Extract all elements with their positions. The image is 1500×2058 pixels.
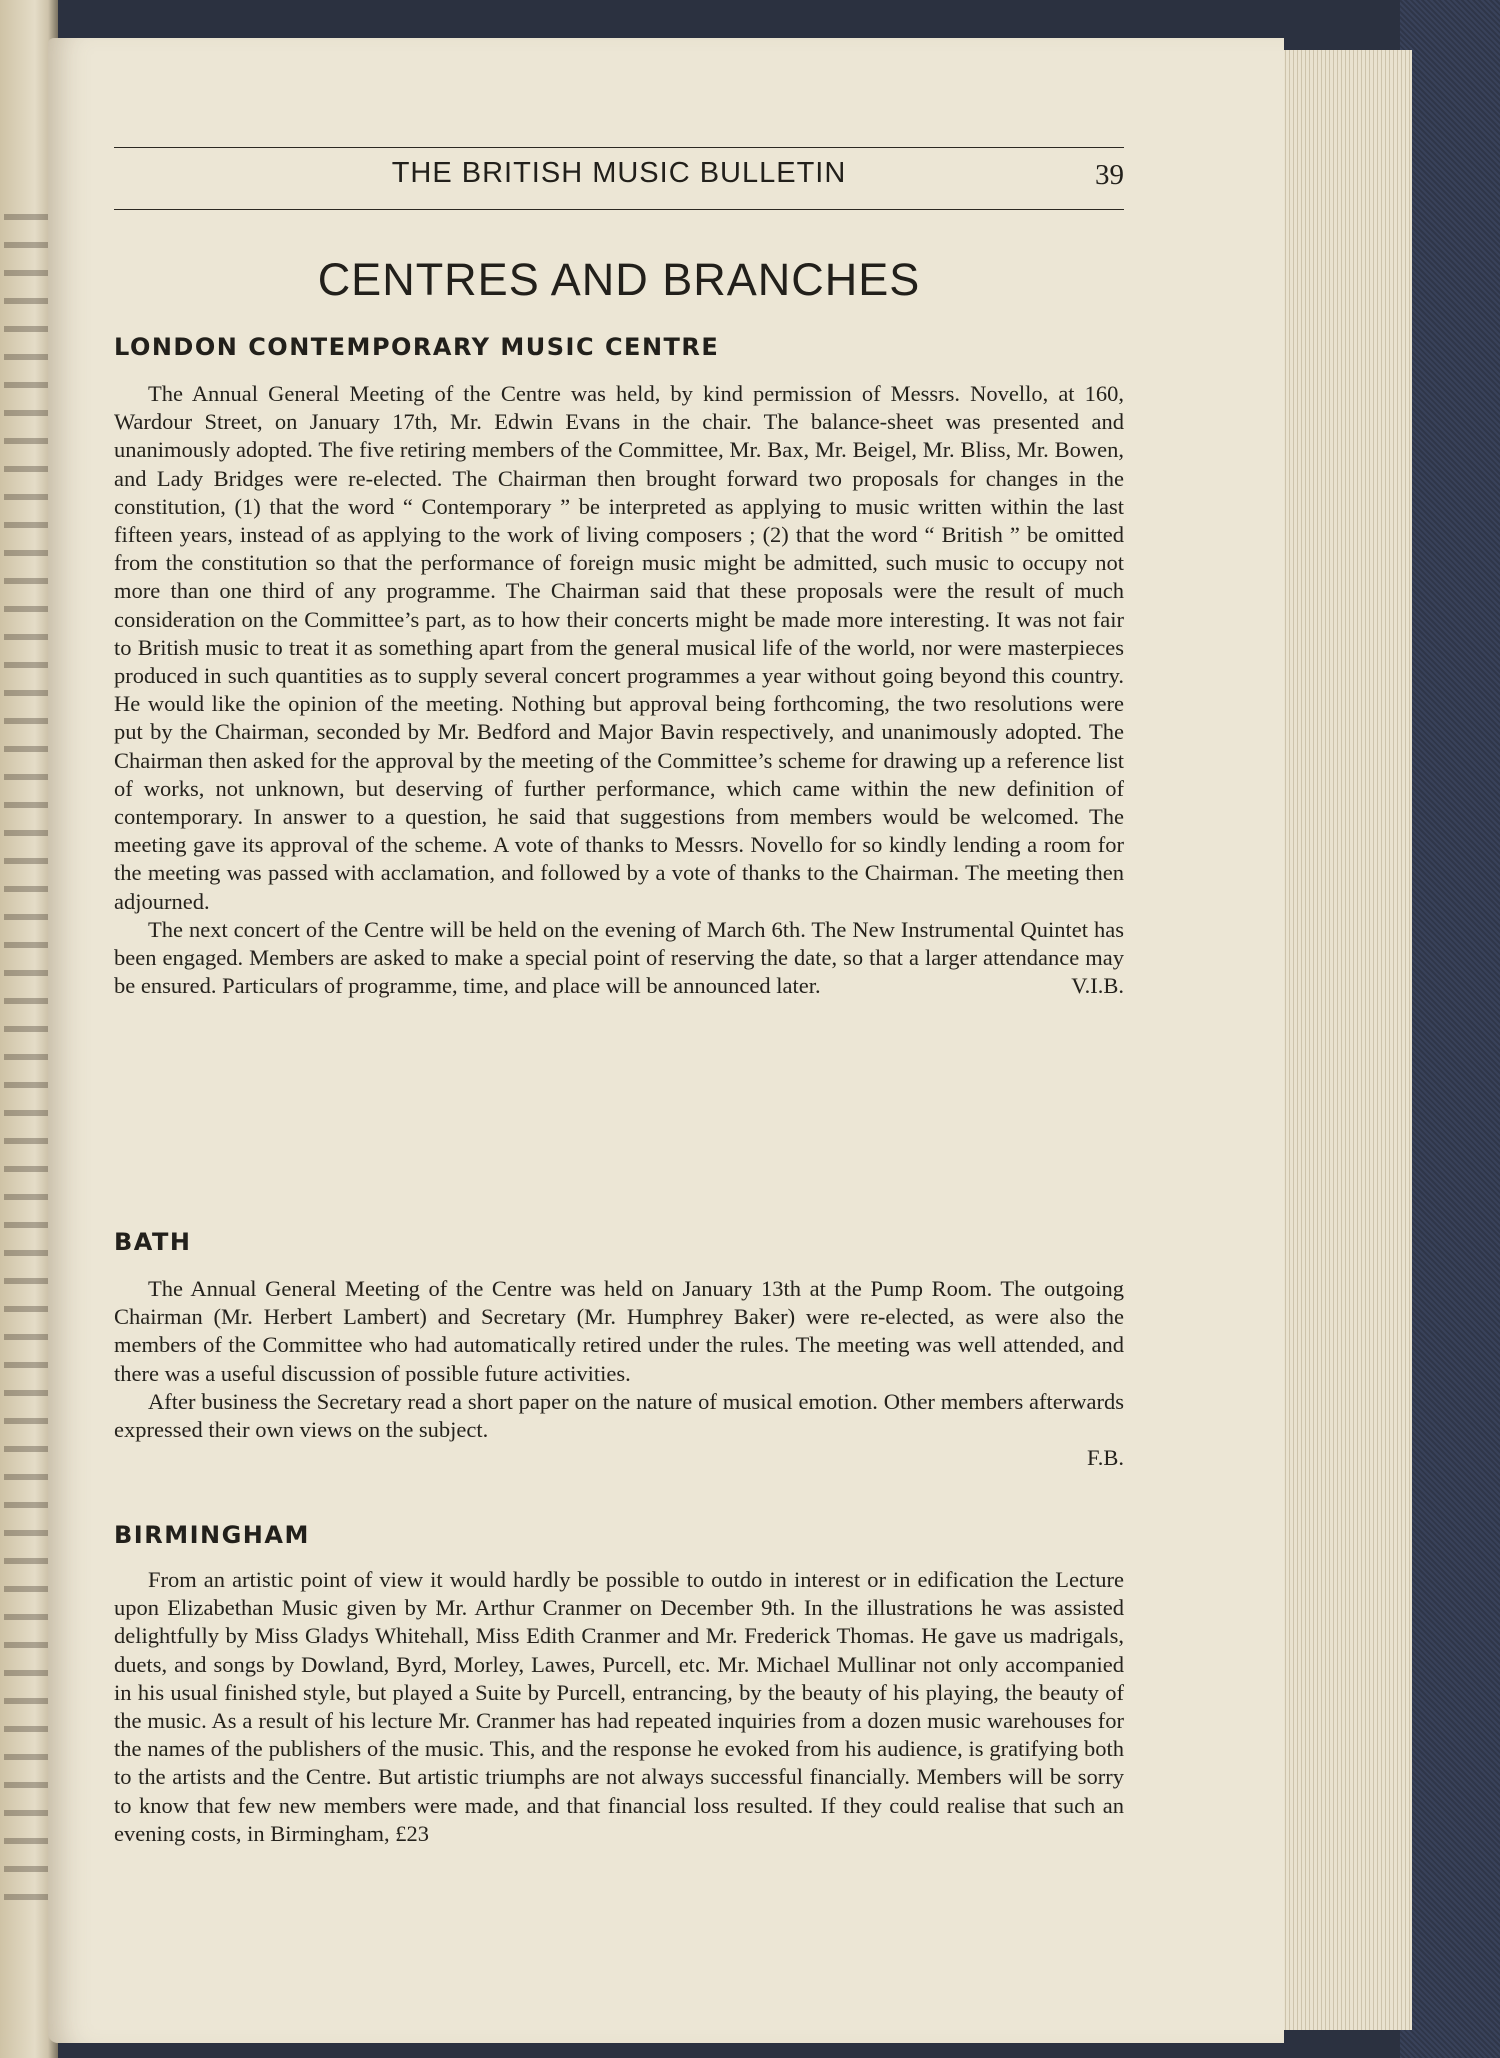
paragraph: After business the Secretary read a short paper on the nature of musical emotion. Other members afterwards expressed their own views on the subject. bbox=[114, 1388, 1124, 1443]
section-heading-birmingham: BIRMINGHAM bbox=[114, 1521, 310, 1549]
paragraph: From an artistic point of view it would hardly be possible to outdo in interest or in edification the Lecture upon Elizabethan Music given by Mr. Arthur Cranmer on December 9th. In the illustrations he was assisted delightfully by Miss Gladys Whitehall, Miss Edith Cranmer and Mr. Frederick Thomas. He gave us madrigals, duets, and songs by Dowland, Byrd, Morley, Lawes, Purcell, etc. Mr. Michael Mullinar not only accompanied in his usual finished style, but played a Suite by Purcell, entrancing, by the beauty of his playing, the beauty of the music. As a result of his lecture Mr. Cranmer has had repeated inquiries from a dozen music warehouses for the names of the publishers of the music. This, and the response he evoked from his audience, is gratifying both to the artists and the Centre. But artistic triumphs are not always successful financially. Members will be sorry to know that few new members were made, and that financial loss resulted. If they could realise that such an evening costs, in Birmingham, £23 bbox=[114, 1567, 1124, 1846]
paragraph-text: The next concert of the Centre will be held on the evening of March 6th. The New Instrumental Quintet has been engaged. Members are asked to make a special point of reserving the date, so that a larger attendance may be ensured. Particulars of programme, time, and place will be announced later. bbox=[114, 916, 1124, 999]
paragraph bbox=[114, 916, 1124, 1001]
journal-title: THE BRITISH MUSIC BULLETIN bbox=[391, 157, 847, 189]
header-bottom-rule bbox=[114, 209, 1124, 210]
section-heading-bath: BATH bbox=[114, 1228, 192, 1256]
header-top-rule bbox=[114, 147, 1124, 148]
signature: V.I.B. bbox=[1071, 973, 1124, 999]
book-binding bbox=[1400, 0, 1500, 2058]
section-heading-london: LONDON CONTEMPORARY MUSIC CENTRE bbox=[114, 333, 720, 361]
paragraph: The Annual General Meeting of the Centre was held, by kind permission of Messrs. Novello, at 160, Wardour Street, on January 17th, Mr. Edwin Evans in the chair. The balance-sheet was presented and unanimously adopted. The five retiring members of the Committee, Mr. Bax, Mr. Beigel, Mr. Bliss, Mr. Bowen, and Lady Bridges were re-elected. The Chairman then brought forward two proposals for changes in the constitution, (1) that the word “ Contemporary ” be interpreted as applying to music written within the last fifteen years, instead of as applying to the work of living composers ; (2) that the word “ British ” be omitted from the constitution so that the performance of foreign music might be admitted, such music to occupy not more than one third of any programme. The Chairman said that these proposals were the result of much consideration on the Committee’s part, as to how their concerts might be made more interesting. It was not fair to British music to treat it as something apart from the general musical life of the world, nor were masterpieces produced in such quantities as to supply several concert programmes a year without going beyond this country. He would like the opinion of the meeting. Nothing but approval being forthcoming, the two resolutions were put by the Chairman, seconded by Mr. Bedford and Major Bavin respectively, and unanimously adopted. The Chairman then asked for the approval by the meeting of the Committee’s scheme for drawing up a reference list of works, not unknown, but deserving of further performance, which came within the new definition of contemporary. In answer to a question, he said that suggestions from members would be welcomed. The meeting gave its approval of the scheme. A vote of thanks to Messrs. Novello for so kindly lending a room for the meeting was passed with acclamation, and followed by a vote of thanks to the Chairman. The meeting then adjourned. bbox=[114, 381, 1124, 914]
section-body-bath bbox=[114, 1275, 1124, 1472]
section-body-birmingham bbox=[114, 1566, 1124, 1848]
page-number: 39 bbox=[1095, 159, 1124, 191]
section-body-london bbox=[114, 380, 1124, 1000]
running-header bbox=[114, 147, 1124, 213]
page-title: CENTRES AND BRANCHES bbox=[317, 254, 921, 305]
page-edges bbox=[1282, 50, 1412, 2030]
paragraph: The Annual General Meeting of the Centre was held on January 13th at the Pump Room. The outgoing Chairman (Mr. Herbert Lambert) and Secretary (Mr. Humphrey Baker) were re-elected, as were also the members of the Committee who had automatically retired under the rules. The meeting was well attended, and there was a useful discussion of possible future activities. bbox=[114, 1276, 1124, 1386]
signature: F.B. bbox=[1087, 1445, 1124, 1471]
